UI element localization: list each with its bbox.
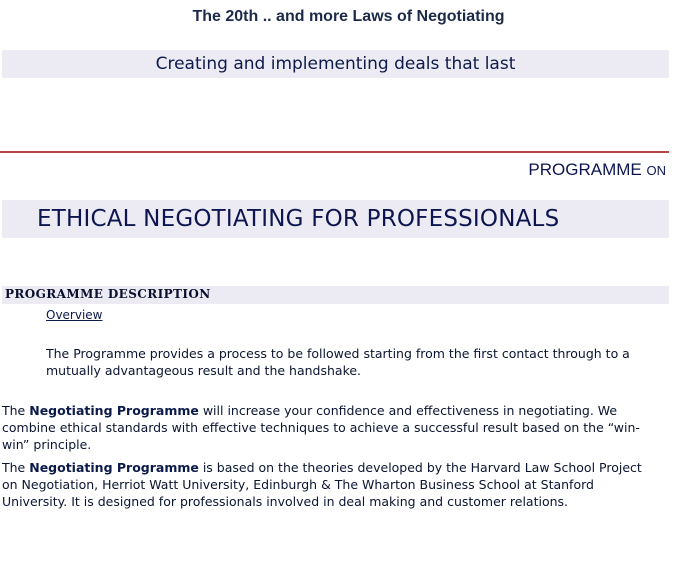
programme-name: ETHICAL NEGOTIATING FOR PROFESSIONALS — [37, 206, 560, 232]
intro-paragraph: The Programme provides a process to be followed starting from the first contact through to a mutually advantageous result and the handshake. — [46, 346, 630, 378]
paragraph-confidence — [2, 402, 662, 453]
paragraph-theories — [2, 459, 657, 510]
para1-bold: Negotiating Programme — [29, 403, 199, 418]
programme-name-banner — [2, 200, 669, 238]
para2-prefix: The — [2, 460, 30, 475]
subtitle-banner — [2, 50, 669, 78]
programme-on-label — [528, 160, 666, 180]
overview-link[interactable]: Overview — [46, 308, 103, 322]
on-label: ON — [646, 163, 666, 178]
divider-rule — [0, 151, 669, 153]
para1-prefix: The — [2, 403, 30, 418]
para2-bold: Negotiating Programme — [29, 460, 199, 475]
page-title: The 20th .. and more Laws of Negotiating — [192, 8, 505, 25]
para2-rest: is based on the theories developed by the Harvard Law School Project on Negotiation, Herriot Watt University, Edinburgh & The Wharton Business School at Stanford University. It is designed for professionals involved in deal making and customer relations. — [2, 460, 642, 509]
programme-label: PROGRAMME — [528, 160, 642, 179]
para1-rest: will increase your confidence and effectiveness in negotiating. We combine ethical standards with effective techniques to achieve a successful result based on the “win-win” principle. — [2, 403, 640, 452]
description-heading: PROGRAMME DESCRIPTION — [5, 287, 211, 301]
subtitle-text: Creating and implementing deals that last — [155, 54, 516, 74]
